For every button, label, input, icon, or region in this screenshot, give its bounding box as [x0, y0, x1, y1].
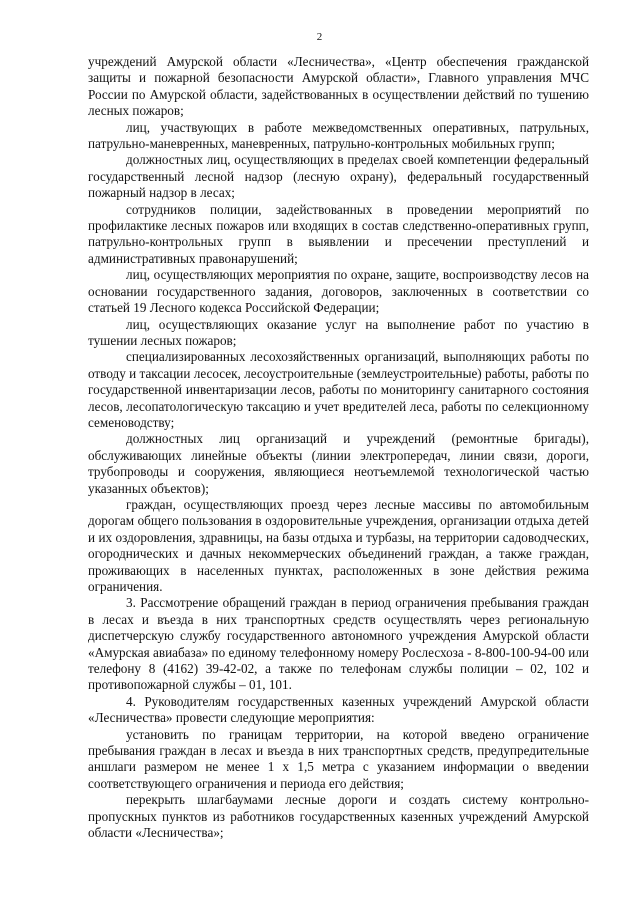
page-number: 2	[316, 31, 323, 43]
paragraph-4: сотрудников полиции, задействованных в проведении мероприятий по профилактике лесных пожаров или входящих в состав следственно-оперативных групп, патрульно-контрольных групп в выявлении и пресечении преступлений и административных правонарушений;	[88, 201, 589, 266]
paragraph-12: установить по границам территории, на которой введено ограничение пребывания граждан в лесах и въезда в них транспортных средств, предупредительные аншлаги размером не менее 1 х 1,5 метра с указанием информации о введении соответствующего ограничения и периода его действия;	[88, 726, 589, 791]
paragraph-10: 3. Рассмотрение обращений граждан в период ограничения пребывания граждан в лесах и въезда в них транспортных средств осуществлять через региональную диспетчерскую службу государственного автономного учреждения Амурской области «Амурская авиабаза» по единому телефонному номеру Рослесхоза - 8-800-100-94-00 или телефону 8 (4162) 39-42-02, а также по телефонам службы полиции – 02, 102 и противопожарной службы – 01, 101.	[88, 595, 589, 693]
paragraph-11: 4. Руководителям государственных казенных учреждений Амурской области «Лесничества» провести следующие мероприятия:	[88, 693, 589, 726]
paragraph-6: лиц, осуществляющих оказание услуг на выполнение работ по участию в тушении лесных пожаров;	[88, 316, 589, 348]
paragraph-2: лиц, участвующих в работе межведомственных оперативных, патрульных, патрульно-маневренных, маневренных, патрульно-контрольных мобильных групп;	[88, 119, 589, 152]
document-body	[88, 54, 589, 842]
paragraph-3: должностных лиц, осуществляющих в пределах своей компетенции федеральный государственный лесной надзор (лесную охрану), федеральный государственный пожарный надзор в лесах;	[88, 152, 589, 201]
paragraph-9: граждан, осуществляющих проезд через лесные массивы по автомобильным дорогам общего пользования в оздоровительные учреждения, организации отдыха детей и их оздоровления, здравницы, на базы отдыха и турбазы, на территории садоводческих, огороднических и дачных некоммерческих объединений граждан, а также граждан, проживающих в населенных пунктах, расположенных в зоне действия режима ограничения.	[88, 496, 589, 594]
paragraph-5: лиц, осуществляющих мероприятия по охране, защите, воспроизводству лесов на основании государственного задания, договоров, заключенных в соответствии со статьей 19 Лесного кодекса Российской Федерации;	[88, 267, 589, 316]
paragraph-1: учреждений Амурской области «Лесничества», «Центр обеспечения гражданской защиты и пожарной безопасности Амурской области», Главного управления МЧС России по Амурской области, задействованных в осуществлении действий по тушению лесных пожаров;	[88, 54, 589, 119]
paragraph-7: специализированных лесохозяйственных организаций, выполняющих работы по отводу и таксации лесосек, лесоустроительные (землеустроительные) работы, работы по государственной инвентаризации лесов, работы по мониторингу санитарного состояния лесов, лесопатологическую таксацию и учет вредителей леса, работы по селекционному семеноводству;	[88, 349, 589, 430]
paragraph-8: должностных лиц организаций и учреждений (ремонтные бригады), обслуживающих линейные объекты (линии электропередач, линии связи, дороги, трубопроводы и сооружения, являющиеся неотъемлемой технологической частью указанных объектов);	[88, 431, 589, 496]
paragraph-13: перекрыть шлагбаумами лесные дороги и создать систему контрольно-пропускных пунктов из работников государственных казенных учреждений Амурской области «Лесничества»;	[88, 792, 589, 841]
